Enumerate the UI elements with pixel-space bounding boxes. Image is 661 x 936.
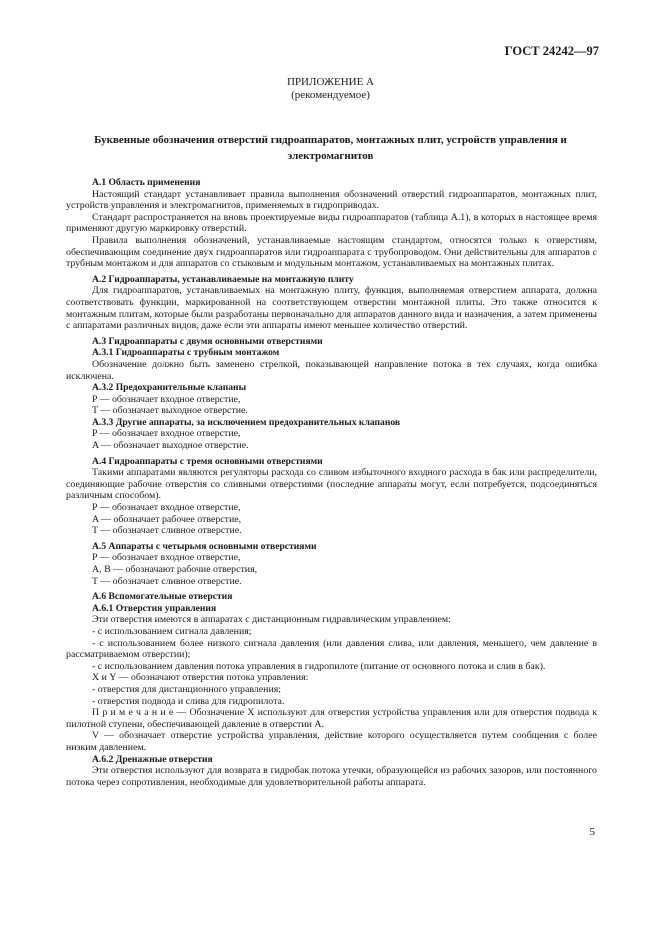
subsection-heading: А.3.3 Другие аппараты, за исключением предохранительных клапанов [92,416,401,428]
appendix-subtitle: (рекомендуемое) [291,89,370,101]
paragraph: Обозначение должно быть заменено стрелкой, показывающей направление потока в тех случаях, когда ошибка исключена. [66,358,597,382]
document-title: Буквенные обозначения отверстий гидроаппаратов, монтажных плит, устройств управления и электромагнитов [94,134,567,162]
list-item: X и Y — обозначают отверстия потока управления: [92,672,309,684]
paragraph: Такими аппаратами являются регуляторы расхода со сливом избыточного входного расхода в бак или распределители, соединяющие рабочие отверстия со сливными отверстиями (последние аппараты могут, если потребуется, подсоединяться различным способом). [66,467,597,502]
paragraph: Стандарт распространяется на вновь проектируемые виды гидроаппаратов (таблица А.1), в которых в настоящее время применяют другую маркировку отверстий. [66,211,597,235]
section-heading: А.4 Гидроаппараты с тремя основными отверстиями [92,455,323,467]
list-item: A, B — обозначают рабочие отверстия, [92,564,258,575]
list-item: T — обозначает сливное отверстие. [92,575,242,587]
subsection-heading: А.3.2 Предохранительные клапаны [92,382,247,394]
paragraph: Для гидроаппаратов, устанавливаемых на монтажную плиту, функция, выполняемая отверстием аппарата, должна соответствовать функции, маркированной на соответствующем отверстии монтажной плиты. Это также относится к монтажным плитам, которые были разработаны первоначально для аппаратов данного вида и назначения, а затем применены с аппаратами различных видов, даже если эти аппараты имеют меньшее количество отверстий. [66,285,597,332]
list-item: - с использованием давления потока управления в гидропилоте (питание от основного потока и слив в бак). [92,660,546,672]
subsection-heading: А.6.1 Отверстия управления [92,602,217,614]
section-heading: А.6 Вспомогательные отверстия [92,591,233,603]
list-item: - с использованием более низкого сигнала давления (или давления слива, или давления, меньшего, чем давление в рассматриваемом отверстии); [66,637,597,661]
section-heading: А.1 Область применения [92,177,201,188]
page-number: 5 [589,826,595,838]
section-heading: А.5 Аппараты с четырьмя основными отверстиями [92,540,317,552]
list-item: P — обозначает входное отверстие, [92,552,241,564]
appendix-title: ПРИЛОЖЕНИЕ А [286,76,374,88]
paragraph: Эти отверстия используют для возврата в гидробак потока утечки, образующейся из рабочих зазоров, или постоянного потока через сопротивления, необходимые для удовлетворительной работы аппарата. [66,765,597,788]
list-item: P — обозначает входное отверстие, [92,502,241,514]
list-item: P — обозначает входное отверстие, [92,393,241,405]
subsection-heading: А.6.2 Дренажные отверстия [92,753,213,765]
paragraph: Настоящий стандарт устанавливает правила выполнения обозначений отверстий гидроаппаратов, монтажных плит, устройств управления и электромагнитов, применяемых в гидроприводах. [66,188,597,212]
subsection-heading: А.3.1 Гидроаппараты с трубным монтажом [92,347,280,359]
appendix-heading [0,76,661,102]
document-body [66,177,597,788]
list-item: T — обозначает сливное отверстие. [92,525,242,537]
list-item: - отверстия подвода и слива для гидропилота. [92,695,285,707]
list-item: - отверстия для дистанционного управления; [92,683,282,695]
paragraph: V — обозначает отверстие устройства управления, действие которого осуществляется путем сообщения с более низким давлением. [66,730,597,753]
list-item: - с использованием сигнала давления; [92,625,252,637]
section-heading: А.2 Гидроаппараты, устанавливаемые на монтажную плиту [92,273,354,285]
note-label: П р и м е ч а н и е — [92,707,187,719]
list-item: T — обозначает выходное отверстие. [92,405,248,417]
note [66,707,597,730]
list-item: A — обозначает рабочее отверстие, [92,513,242,525]
note-text: Обозначение X используют для отверстия устройства управления или для отверстия подвода к пилотной ступени, обеспечивающей давление в отверстии A. [66,707,598,730]
section-heading: А.3 Гидроаппараты с двумя основными отверстиями [92,335,323,347]
list-item: A — обозначает выходное отверстие. [92,440,249,452]
list-item: P — обозначает входное отверстие, [92,428,241,440]
paragraph: Правила выполнения обозначений, устанавливаемые настоящим стандартом, относятся только к отверстиям, обеспечивающим соединение двух гидроаппаратов или гидроаппарата с трубопроводом. Они действительны для аппаратов с трубным монтажом и для аппаратов со стыковым и модульным монтажом, устанавливаемых на монтажных плитах. [66,234,597,270]
paragraph: Эти отверстия имеются в аппаратах с дистанционным гидравлическим управлением: [92,614,451,626]
standard-number: ГОСТ 24242—97 [504,44,599,58]
